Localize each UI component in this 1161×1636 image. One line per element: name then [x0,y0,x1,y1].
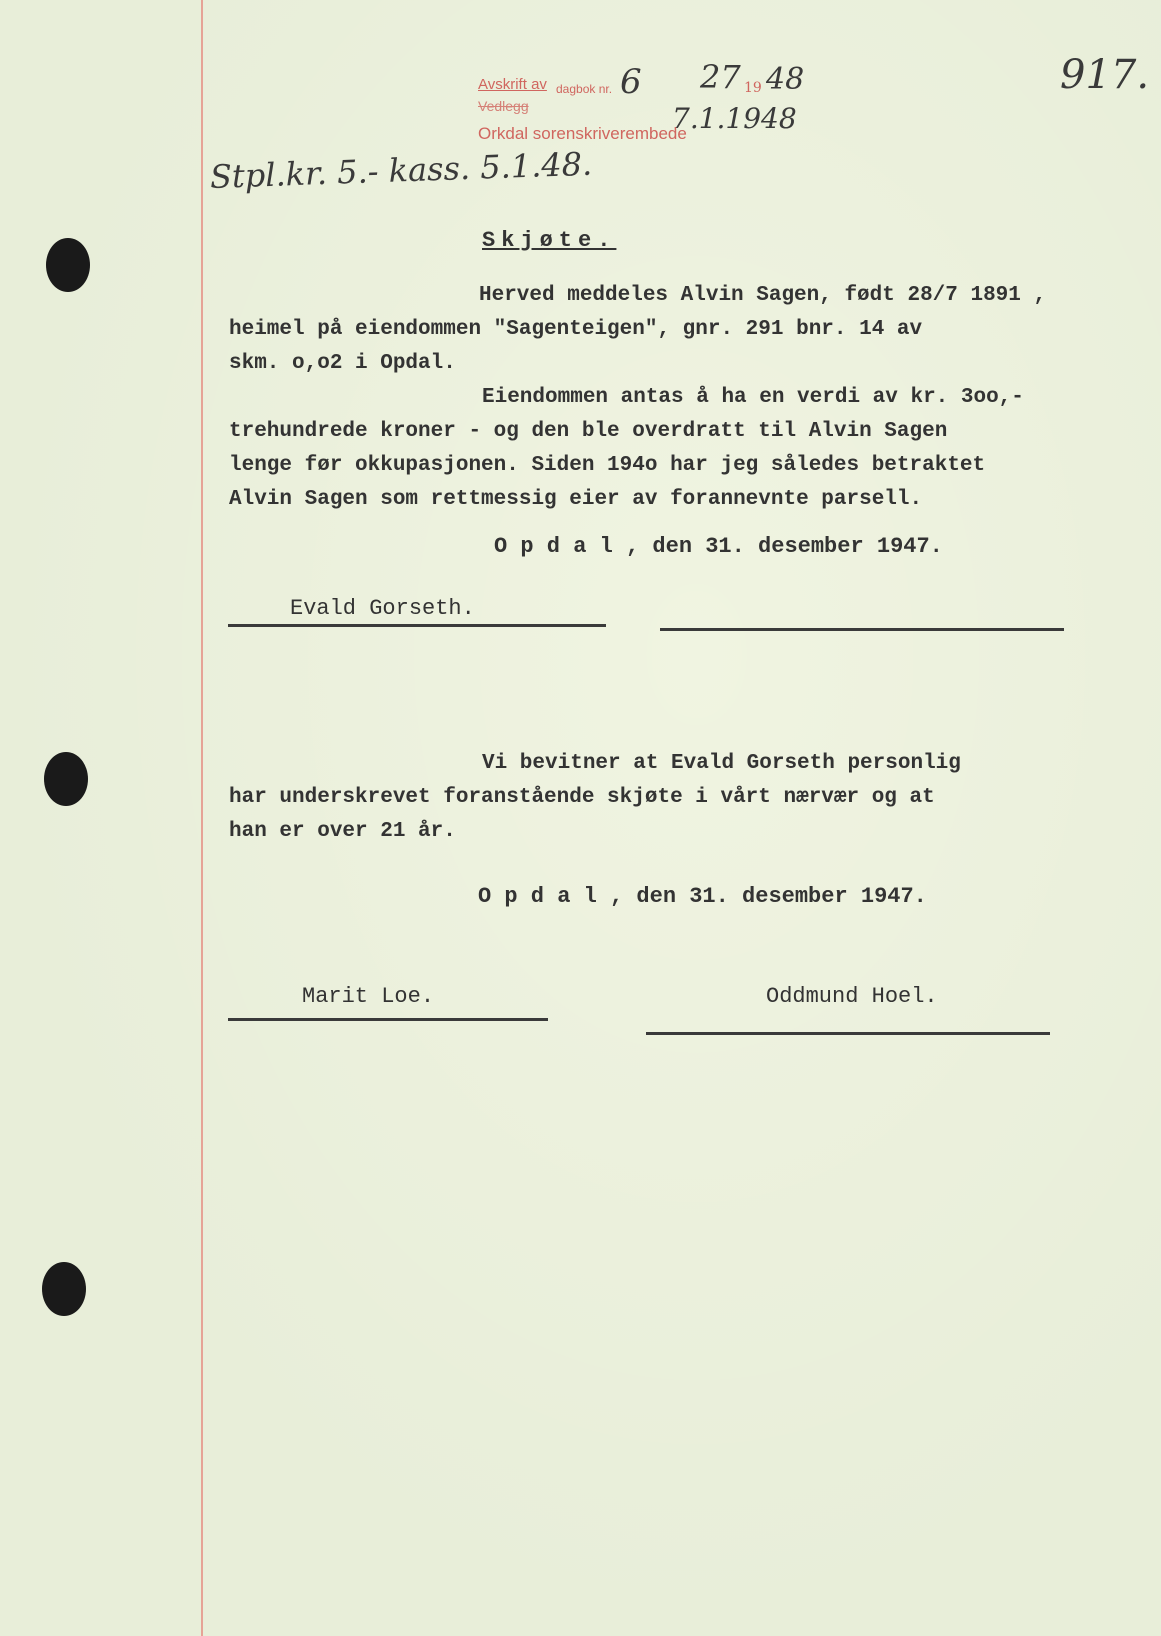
document-title: Skjøte. [482,228,617,253]
paragraph3-line2: har underskrevet foranstående skjøte i vårt nærvær og at [229,786,935,809]
paragraph2-line2: trehundrede kroner - og den ble overdratt til Alvin Sagen [229,420,948,443]
paragraph2-line1: Eiendommen antas å ha en verdi av kr. 3oo,- [482,386,1024,409]
stamp-year-prefix: 19 [744,80,762,96]
signature-line-2 [660,628,1064,631]
paragraph1-line2: heimel på eiendommen "Sagenteigen", gnr. 291 bnr. 14 av [229,318,923,341]
witness-marit: Marit Loe. [302,984,435,1009]
paragraph1-line1: Herved meddeles Alvin Sagen, født 28/7 1891 , [479,284,1047,307]
witness-line-2 [646,1032,1050,1035]
place-date-2: O p d a l , den 31. desember 1947. [478,884,927,909]
paragraph1-line3: skm. o,o2 i Opdal. [229,352,456,375]
punch-hole-bottom [42,1262,86,1316]
stamp-duty-note: Stpl.kr. 5.- kass. 5.1.48. [209,144,593,196]
place-date-1: O p d a l , den 31. desember 1947. [494,534,943,559]
witness-oddmund: Oddmund Hoel. [766,984,938,1009]
paragraph3-line3: han er over 21 år. [229,820,456,843]
stamp-avskrift: Avskrift av [478,76,547,93]
stamp-dagbok: dagbok nr. [556,82,613,96]
witness-line-1 [228,1018,548,1021]
handwritten-dagbok-number: 27 [700,58,741,96]
punch-hole-middle [44,752,88,806]
paragraph2-line4: Alvin Sagen som rettmessig eier av forannevnte parsell. [229,488,923,511]
signature-evald: Evald Gorseth. [290,596,475,621]
page-number: 917. [1060,52,1150,98]
paragraph3-line1: Vi bevitner at Evald Gorseth personlig [482,752,961,775]
signature-line-1 [228,624,606,627]
stamp-vedlegg: Vedlegg [478,98,529,114]
stamp-office: Orkdal sorenskriverembede [478,124,687,143]
paragraph2-line3: lenge før okkupasjonen. Siden 194o har jeg således betraktet [229,454,986,477]
handwritten-initial: 6 [620,62,642,102]
handwritten-date: 7.1.1948 [672,102,797,135]
handwritten-year: 48 [766,62,805,97]
punch-hole-top [46,238,90,292]
margin-rule [201,0,203,1636]
